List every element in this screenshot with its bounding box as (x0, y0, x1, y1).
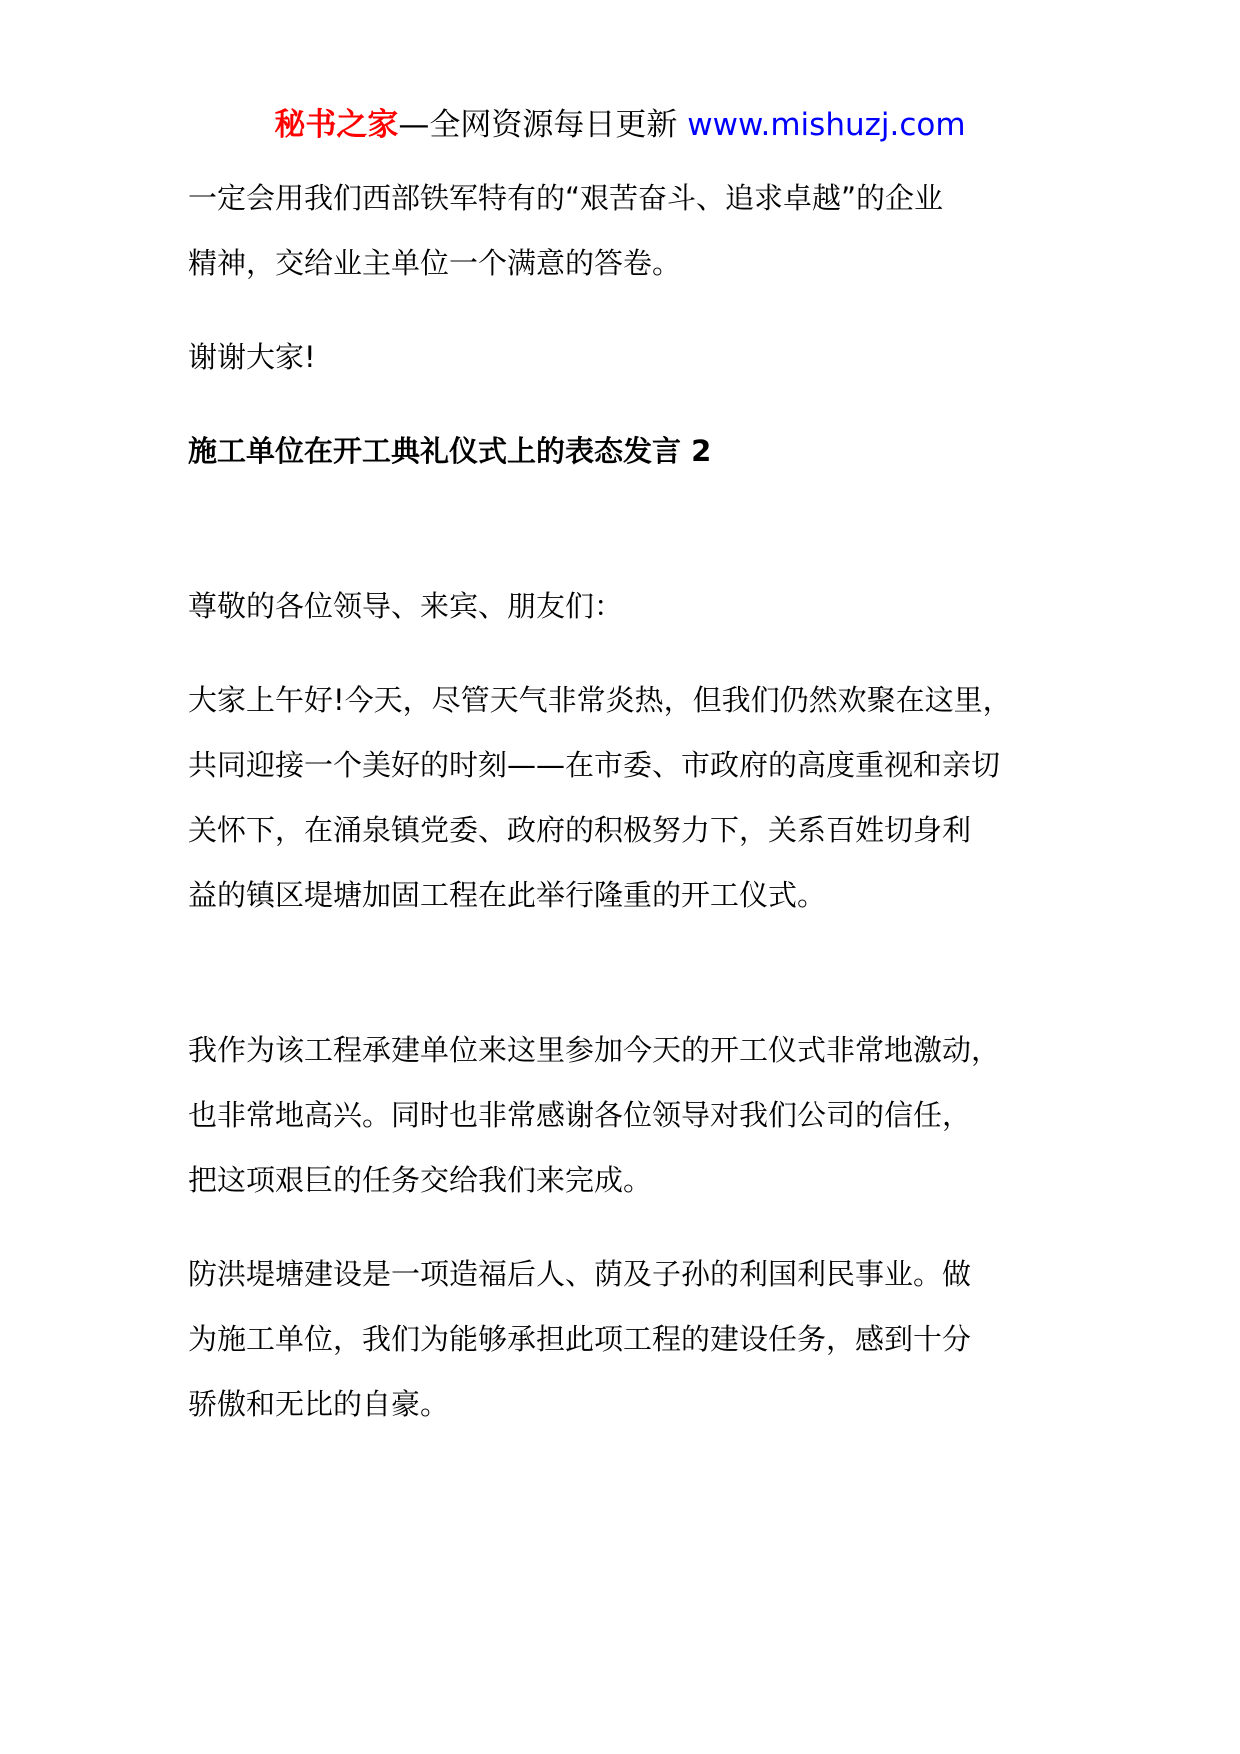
paragraph-greeting: 大家上午好!今天，尽管天气非常炎热，但我们仍然欢聚在这里， 共同迎接一个美好的时刻——在市委、市政府的高度重视和亲切 关怀下，在涌泉镇党委、政府的积极努力下，关系百姓切身利 益的镇区堤塘加固工程在此举行隆重的开工仪式。 (188, 683, 1012, 912)
paragraph-closing-continuation: 一定会用我们西部铁军特有的“艰苦奋斗、追求卓越”的企业 精神，交给业主单位一个满意的答卷。 (188, 181, 944, 280)
section-heading: 施工单位在开工典礼仪式上的表态发言 2 (188, 434, 712, 468)
document-body (188, 166, 1088, 1437)
header-url-link[interactable]: www.mishuzj.com (687, 107, 966, 143)
paragraph-pride: 防洪堤塘建设是一项造福后人、荫及子孙的利国利民事业。做 为施工单位，我们为能够承担此项工程的建设任务，感到十分 骄傲和无比的自豪。 (188, 1257, 972, 1421)
header-slogan: —全网资源每日更新 (398, 107, 678, 143)
brand-name: 秘书之家 (274, 107, 399, 143)
salutation: 尊敬的各位领导、来宾、朋友们： (188, 589, 624, 623)
page-header (0, 100, 1240, 150)
paragraph-thanks: 谢谢大家! (188, 340, 316, 374)
paragraph-gratitude: 我作为该工程承建单位来这里参加今天的开工仪式非常地激动， 也非常地高兴。同时也非常感谢各位领导对我们公司的信任， 把这项艰巨的任务交给我们来完成。 (188, 1033, 1001, 1197)
